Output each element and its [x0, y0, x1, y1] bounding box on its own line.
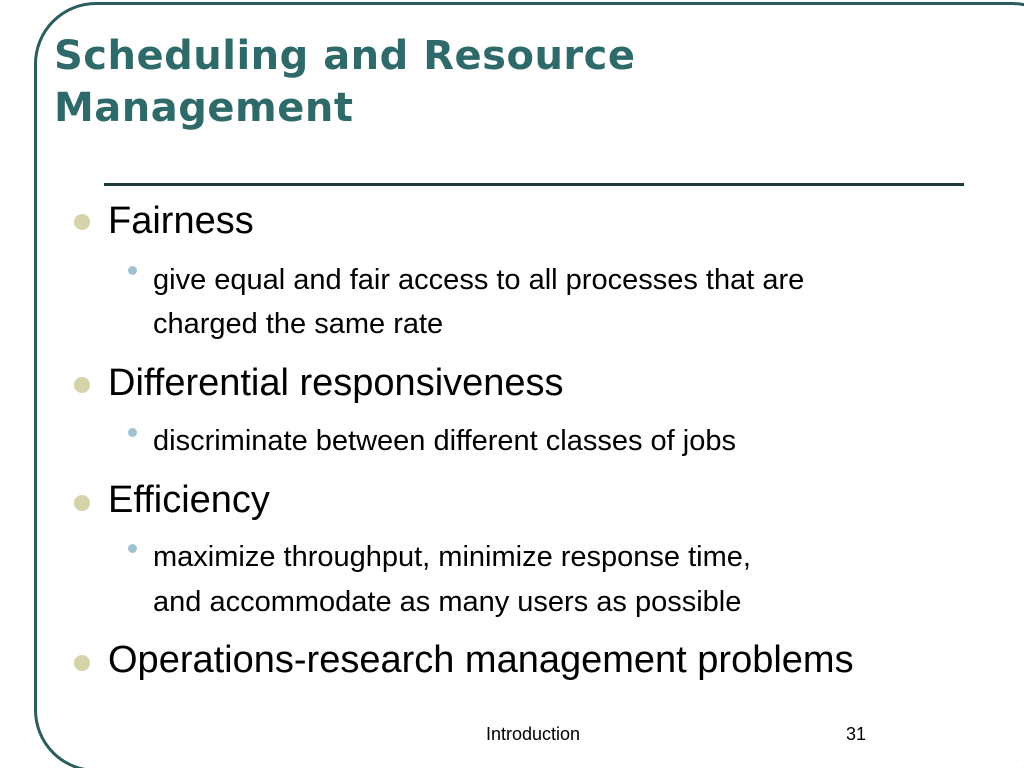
slide-title-line-2: Management: [54, 85, 354, 131]
bullet-level2-icon: [128, 428, 137, 437]
bullet-level1-icon: [74, 655, 90, 671]
bullet-level1-icon: [74, 495, 90, 511]
bullet-item-differential-responsiveness: Differential responsiveness: [108, 362, 564, 404]
bullet-level2-icon: [128, 544, 137, 553]
slide-title-line-1: Scheduling and Resource: [54, 33, 636, 79]
sub-bullet-differential-responsiveness: discriminate between different classes of jobs: [153, 425, 736, 457]
page-number: 31: [846, 724, 867, 744]
footer-section-label: Introduction: [486, 724, 581, 744]
bullet-item-operations-research: Operations-research management problems: [108, 639, 854, 681]
sub-bullet-fairness-line-1: give equal and fair access to all processes that are: [153, 264, 805, 296]
bullet-level2-icon: [128, 266, 137, 275]
sub-bullet-efficiency-line-1: maximize throughput, minimize response time,: [153, 541, 751, 573]
bullet-item-efficiency: Efficiency: [108, 479, 270, 521]
bullet-level1-icon: [74, 214, 90, 230]
bullet-level1-icon: [74, 377, 90, 393]
sub-bullet-efficiency-line-2: and accommodate as many users as possible: [153, 586, 742, 618]
bullet-item-fairness: Fairness: [108, 200, 254, 242]
sub-bullet-fairness-line-2: charged the same rate: [153, 308, 444, 340]
